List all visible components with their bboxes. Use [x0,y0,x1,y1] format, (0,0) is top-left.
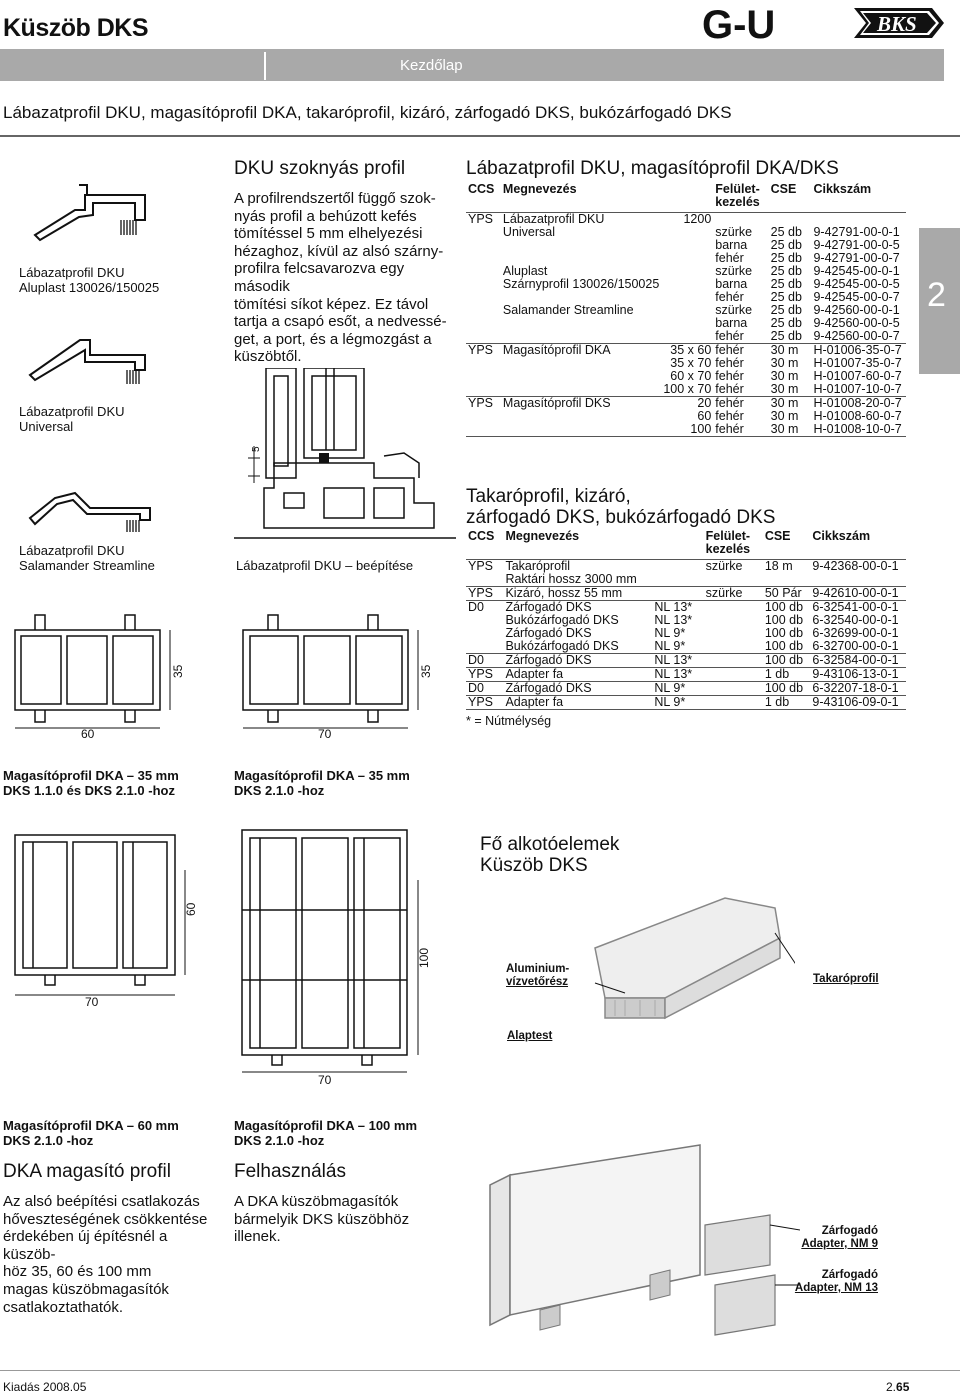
table-cell: NL 9* [654,681,686,695]
table-cell: 1 db [764,695,790,709]
product-table-2 [466,530,906,710]
table-cell: NL 9* [654,626,686,640]
table-cell [704,614,763,627]
table-cell: 6-32700-00-0-1 [812,639,899,653]
table-cell: 30 m [770,343,799,357]
table-row [466,344,906,358]
table-cell: 6-32541-00-0-1 [812,600,899,614]
table-cell: 9-42560-00-0-7 [813,329,900,343]
table-row [466,383,906,397]
table-cell: Universal [502,225,556,239]
table-cell: H-01008-20-0-7 [813,396,902,410]
profile-caption-salamander: Lábazatprofil DKU Salamander Streamline [19,543,155,573]
table2-heading: Takaróprofil, kizáró, zárfogadó DKS, bukózárfogadó DKS [466,486,776,528]
table-cell: H-01007-60-0-7 [813,369,902,383]
table-cell [810,573,906,587]
table1-heading: Lábazatprofil DKU, magasítóprofil DKA/DKS [466,158,839,179]
table-cell: NL 9* [654,695,686,709]
table-cell: YPS [468,343,494,357]
table-row [466,668,906,682]
table-cell: 6-32584-00-0-1 [812,653,899,667]
table-cell [704,682,763,696]
table-cell [704,668,763,682]
table-cell: 30 m [770,409,799,423]
table-cell: Takaróprofil [505,559,571,573]
table-header-row [466,530,906,560]
gu-bks-logo-icon [700,2,950,44]
home-link[interactable]: Kezdőlap [400,57,463,74]
table-cell: 18 m [764,559,793,573]
table-cell: fehér [715,343,744,357]
dku-heading: DKU szoknyás profil [234,158,406,179]
table-cell [466,410,501,423]
dka-caption-2: Magasítóprofil DKA – 35 mm DKS 2.1.0 -hoz [234,768,410,798]
table-cell: Magasítóprofil DKS [502,396,611,410]
table-cell [466,252,501,265]
table-cell: 25 db [770,251,802,265]
dim-100-label: 100 [417,947,431,968]
table-row [466,560,906,574]
table-cell: H-01007-35-0-7 [813,356,902,370]
table-cell [661,226,713,239]
table-cell: 20 [697,396,712,410]
table-cell [501,383,661,397]
dim-70-label-c: 70 [318,1073,332,1087]
table-cell: 100 db [764,626,804,640]
table-cell: Lábazatprofil DKU [502,212,605,226]
table-cell [704,601,763,615]
table-cell [501,330,661,344]
table-cell: 100 db [764,639,804,653]
dka-body-text: Az alsó beépítési csatlakozás hőveszteségének csökkentése érdekében új építésnél a küszöb- höz 35, 60 és 100 mm magas küszöbmagasítók csatlakoztathatók. [3,1193,208,1316]
table-row [466,213,906,227]
table-cell: 35 x 70 [670,356,712,370]
dka-caption-4: Magasítóprofil DKA – 100 mm DKS 2.1.0 -hoz [234,1118,418,1148]
table-cell: 6-32699-00-0-1 [812,626,899,640]
table-cell: 100 x 70 [663,382,712,396]
table-cell [466,614,503,627]
table-cell: YPS [468,212,494,226]
table-header-cell: Megnevezés [505,529,580,543]
table-cell: 25 db [770,303,802,317]
table-cell [466,573,503,587]
dku-installation-drawing [234,368,456,548]
dim-70-label: 70 [318,727,332,740]
table-cell: Zárfogadó DKS [505,681,592,695]
table-cell [466,239,501,252]
dku-aluplast-drawing [15,175,215,255]
table-cell [713,213,768,227]
table-cell: szürke [705,586,743,600]
table-cell [466,265,501,278]
table-cell [466,627,503,640]
table-cell [652,560,703,574]
table-header-cell: CSE [770,182,797,196]
dku-install-caption: Lábazatprofil DKU – beépítése [236,558,414,573]
table-cell: 9-42545-00-0-1 [813,264,900,278]
table-cell: 6-32540-00-0-1 [812,613,899,627]
table-cell: 35 x 60 [670,343,712,357]
table-cell: fehér [715,356,744,370]
table-cell [661,239,713,252]
table-cell [466,357,501,370]
table-cell: fehér [715,422,744,436]
table-cell: H-01007-10-0-7 [813,382,902,396]
chapter-number: 2 [927,276,946,314]
table-cell [466,370,501,383]
table-cell: 60 [697,409,712,423]
table-cell [501,239,661,252]
table-cell: 25 db [770,290,802,304]
table-cell: D0 [468,681,484,695]
table-cell: 100 db [764,653,804,667]
table-cell: 30 m [770,356,799,370]
table-cell [501,357,661,370]
table-cell: 25 db [770,329,802,343]
table-header-row [466,183,906,213]
table-cell: NL 13* [654,600,693,614]
table-cell: 25 db [770,238,802,252]
table-cell: fehér [715,396,744,410]
table-cell [652,573,703,587]
dku-salamander-drawing [15,468,215,538]
table-cell [501,423,661,437]
dim-60-label: 60 [81,727,95,740]
table-cell: D0 [468,600,484,614]
table-header-cell: Felület- kezelés [715,182,760,209]
dim-35-label-b: 35 [419,664,433,678]
table-cell: szürke [715,264,753,278]
bks-logo-text: BKS [877,12,917,36]
dim-70-label-b: 70 [85,995,99,1009]
table-cell: Adapter fa [505,695,564,709]
table-cell: szürke [705,559,743,573]
table-cell: YPS [468,695,494,709]
table-cell: 25 db [770,277,802,291]
table1-container [466,183,906,437]
dku-body-text: A profilrendszertől függő szok- nyás profil a behúzott kefés tömítéssel 5 mm elhelyezési hézaghoz, kívül az alsó szárny- profilra felcsavarozva egy második tömítési síkot képez. Ez távol tartja a csapó esőt, a nedvessé- get, a port, és a légmozgást a küszöbtől. [234,190,447,366]
dim-35-label: 35 [171,664,185,678]
nav-separator [264,52,942,80]
table-header-cell [661,183,713,213]
table-cell [661,265,713,278]
table2-footnote: * = Nútmélység [466,714,552,728]
brand-logos [700,2,950,44]
table-cell: 9-42545-00-0-5 [813,277,900,291]
table-cell: H-01006-35-0-7 [813,343,902,357]
table-row [466,423,906,437]
table-cell: 100 db [764,600,804,614]
table-cell: szürke [715,303,753,317]
table-cell [466,317,501,330]
table-cell: Magasítóprofil DKA [502,343,611,357]
dka-caption-3: Magasítóprofil DKA – 60 mm DKS 2.1.0 -hoz [3,1118,179,1148]
components-drawing [495,888,795,1028]
table-cell: 100 db [764,613,804,627]
table-cell [466,330,501,344]
table-row [466,654,906,668]
table-cell: fehér [715,409,744,423]
table-cell: NL 9* [654,639,686,653]
table-cell [704,696,763,710]
table2-container [466,530,906,729]
dka-60-drawing [5,820,205,1010]
table-cell [466,423,501,437]
table-row [466,682,906,696]
table-cell [811,213,906,227]
components-heading: Fő alkotóelemek Küszöb DKS [480,834,620,876]
dku-universal-drawing [15,320,215,390]
table-cell [661,278,713,291]
table-cell: 60 x 70 [670,369,712,383]
table-cell: Bukózárfogadó DKS [505,613,619,627]
table-cell [704,640,763,654]
table-cell [704,573,763,587]
gu-logo-text: G-U [702,3,776,44]
table-cell: 9-42791-00-0-7 [813,251,900,265]
table-header-cell: CSE [764,529,791,543]
table-cell [466,291,501,304]
table-cell: 30 m [770,382,799,396]
table-header-cell: Felület- kezelés [705,529,751,556]
table-cell [466,278,501,291]
table-cell: 9-43106-09-0-1 [812,695,899,709]
table-cell: Zárfogadó DKS [505,626,592,640]
table-cell: 25 db [770,264,802,278]
table-cell: Zárfogadó DKS [505,653,592,667]
header-divider [0,135,960,137]
adapter-nm9-label: Zárfogadó Adapter, NM 9 [801,1225,878,1250]
table-row [466,696,906,710]
table-cell [769,213,812,227]
table-cell: 9-42545-00-0-7 [813,290,900,304]
table-cell: 30 m [770,369,799,383]
table-cell: 9-43106-13-0-1 [812,667,899,681]
table-row [466,640,906,654]
table-cell: YPS [468,586,494,600]
table-row [466,397,906,411]
table-cell [501,370,661,383]
table-cell: 9-42791-00-0-1 [813,225,900,239]
table-cell: 25 db [770,225,802,239]
table-cell: Szárnyprofil 130026/150025 [502,277,660,291]
table-cell: 9-42368-00-0-1 [812,559,899,573]
table-cell: YPS [468,667,494,681]
table-cell [661,291,713,304]
table-cell: fehér [715,329,744,343]
table-cell: fehér [715,290,744,304]
usage-heading: Felhasználás [234,1161,346,1182]
chapter-tab [919,228,960,374]
table-cell [661,304,713,317]
table-cell: 6-32207-18-0-1 [812,681,899,695]
dka-100-drawing [232,820,442,1090]
table-cell: Zárfogadó DKS [505,600,592,614]
table-cell: 9-42560-00-0-5 [813,316,900,330]
table-header-cell: Cikkszám [813,182,872,196]
table-row [466,330,906,344]
table-cell [704,627,763,640]
table-cell: 100 db [764,681,804,695]
table-cell: barna [715,238,748,252]
table-header-cell: Cikkszám [812,529,871,543]
table-cell: 25 db [770,316,802,330]
table-cell: YPS [468,559,494,573]
dka-35-drawing-b [238,610,438,740]
table-cell [466,226,501,239]
table-cell: 50 Pár [764,586,802,600]
table-cell [661,317,713,330]
table-cell: Aluplast [502,264,548,278]
table-cell: 9-42791-00-0-5 [813,238,900,252]
table-cell: Bukózárfogadó DKS [505,639,619,653]
product-table-1 [466,183,906,437]
table-cell: 30 m [770,396,799,410]
table-cell [466,640,503,654]
profile-caption-universal: Lábazatprofil DKU Universal [19,404,125,434]
dim-60-label-b: 60 [184,902,198,916]
adapters-drawing [470,1125,800,1355]
usage-body-text: A DKA küszöbmagasítók bármelyik DKS küszöbhöz illenek. [234,1193,410,1246]
table-cell: 30 m [770,422,799,436]
label-aluminium: Aluminium- vízvetőrész [506,963,570,988]
table-cell [466,383,501,397]
table-cell [652,587,703,601]
adapter-nm13-label: Zárfogadó Adapter, NM 13 [794,1269,878,1294]
table-cell: Kizáró, hossz 55 mm [505,586,623,600]
table-cell: 9-42560-00-0-1 [813,303,900,317]
table-cell: fehér [715,382,744,396]
table-cell: Salamander Streamline [502,303,634,317]
table-cell: 9-42610-00-0-1 [812,586,899,600]
table-header-cell: CCS [468,182,495,196]
table-cell: fehér [715,369,744,383]
table-cell [763,573,811,587]
table-cell: Adapter fa [505,667,564,681]
dka-35-drawing-a [5,610,190,740]
table-cell: NL 13* [654,613,693,627]
profile-caption-aluplast: Lábazatprofil DKU Aluplast 130026/150025 [19,265,160,295]
table-cell: 1200 [683,212,712,226]
table-row [466,601,906,615]
table-header-cell [652,530,703,560]
dim-5-label: 5 [251,446,262,452]
page-title: Küszöb DKS [3,14,148,42]
dka-caption-1: Magasítóprofil DKA – 35 mm DKS 1.1.0 és DKS 2.1.0 -hoz [3,768,179,798]
table-cell: H-01008-60-0-7 [813,409,902,423]
footer-divider [0,1370,960,1371]
footer-page-number: 2.65 [886,1380,910,1394]
table-cell: NL 13* [654,667,693,681]
table-cell [704,654,763,668]
table-row [466,573,906,587]
table-cell: NL 13* [654,653,693,667]
table-cell: 100 [690,422,712,436]
page-subtitle: Lábazatprofil DKU, magasítóprofil DKA, takaróprofil, kizáró, zárfogadó DKS, bukózárfogadó DKS [3,103,732,122]
table-header-cell: CCS [468,529,495,543]
label-cover-profile: Takaróprofil [813,973,879,985]
table-cell [661,252,713,265]
table-cell: szürke [715,225,753,239]
table-cell [661,330,713,344]
table-cell [466,304,501,317]
table-cell: D0 [468,653,484,667]
table-header-cell: Megnevezés [502,182,577,196]
table-cell: YPS [468,396,494,410]
table-cell: H-01008-10-0-7 [813,422,902,436]
table-cell [501,317,661,330]
footer-edition: Kiadás 2008.05 [3,1380,87,1394]
table-cell: barna [715,277,748,291]
label-base: Alaptest [507,1030,553,1042]
table-row [466,587,906,601]
table-cell: Raktári hossz 3000 mm [505,572,637,586]
table-cell: barna [715,316,748,330]
table-cell [501,410,661,423]
dka-heading: DKA magasító profil [3,1161,171,1182]
table-cell: 1 db [764,667,790,681]
table-cell: fehér [715,251,744,265]
